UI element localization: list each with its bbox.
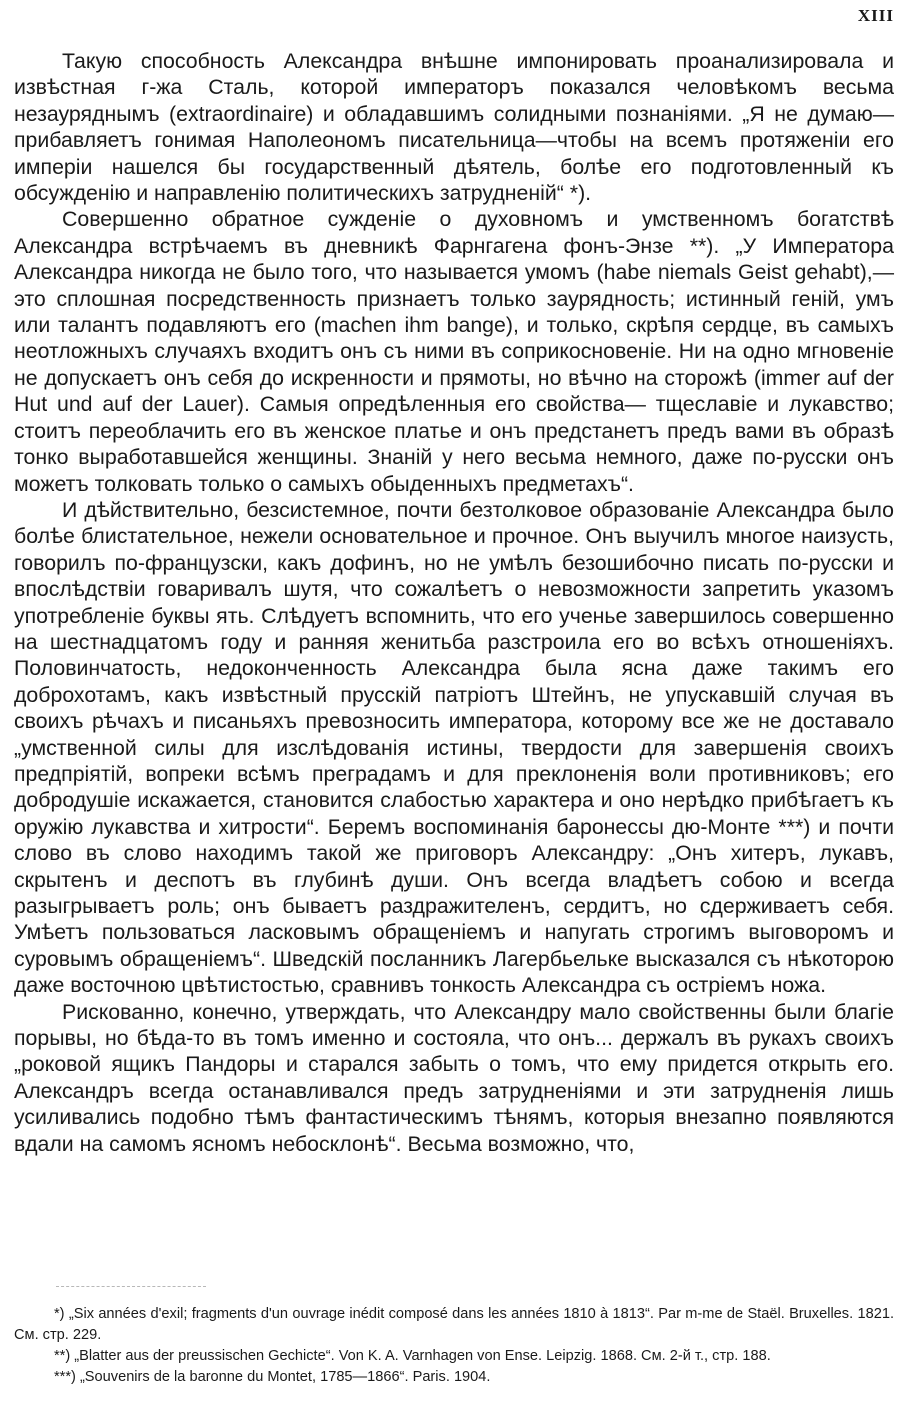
- paragraph-2: Совершенно обратное сужденіе о духовномъ и умственномъ богатствѣ Александра встрѣчаемъ въ дневникѣ Фарнгагена фонъ-Энзе **). „У Императора Александра никогда не было того, что называется умомъ (habe niemals Geist gehabt),—это сплошная посредственность признаетъ только заурядность; истинный геній, умъ или талантъ подавляютъ его (machen ihm bange), и только, скрѣпя сердце, въ самыхъ неотложныхъ случаяхъ входитъ онъ съ ними въ соприкосновеніе. Ни на одно мгновеніе не допускаетъ онъ себя до искренности и прямоты, но вѣчно на сторожѣ (immer auf der Hut und auf der Lauer). Самыя опредѣленныя его свойства— тщеславіе и лукавство; стоитъ переоблачить его въ женское платье и онъ предстанетъ предъ вами въ образѣ тонко выработавшейся женщины. Знаній у него весьма немного, даже по-русски онъ можетъ толковать только о самыхъ обыденныхъ предметахъ“.: [14, 207, 894, 496]
- paragraph-1: Такую способность Александра внѣшне импонировать проанализировала и извѣстная г-жа Сталь, которой императоръ показался человѣкомъ весьма незауряднымъ (extraordinaire) и обладавшимъ солидными познаніями. „Я не думаю— прибавляетъ гонимая Наполеономъ писательница—чтобы на всемъ протяженіи его имперіи нашелся бы государственный дѣятель, болѣе его подготовленный къ обсужденію и направленію политическихъ затрудненій“ *).: [14, 49, 894, 206]
- paragraph-3: И дѣйствительно, безсистемное, почти безтолковое образованіе Александра было болѣе блистательное, нежели основательное и прочное. Онъ выучилъ многое наизусть, говорилъ по-французски, какъ дофинъ, но не умѣлъ безошибочно писать по-русски и впослѣдствіи говаривалъ шутя, что сожалѣетъ о невозможности запретить указомъ употребленіе буквы ять. Слѣдуетъ вспомнить, что его ученье завершилось совершенно на шестнадцатомъ году и ранняя женитьба разстроила его во всѣхъ отношеніяхъ. Половинчатость, недоконченность Александра была ясна даже такимъ его доброхотамъ, какъ извѣстный прусскій патріотъ Штейнъ, не упускавшій случая въ своихъ рѣчахъ и писаньяхъ превозносить императора, которому все же не доставало „умственной силы для изслѣдованія истины, твердости для завершенія своихъ предпріятій, вопреки всѣмъ преградамъ и для преклоненія воли противниковъ; его добродушіе искажается, становится слабостью характера и оно нерѣдко прибѣгаетъ къ оружію лукавства и хитрости“. Беремъ воспоминанія баронессы дю-Монте ***) и почти слово въ слово находимъ такой же приговоръ Александру: „Онъ хитеръ, лукавъ, скрытенъ и деспотъ въ глубинѣ души. Онъ всегда владѣетъ собою и всегда разыгрываетъ роль; онъ бываетъ раздражителенъ, сердитъ, но сдерживаетъ себя. Умѣетъ пользоваться ласковымъ обращеніемъ и напугать строгимъ выговоромъ и суровымъ обращеніемъ“. Шведскій посланникъ Лагербьелькe высказался съ нѣкоторою даже восточною цвѣтистостью, сравнивъ тонкость Александра съ остріемъ ножа.: [14, 497, 894, 998]
- footnote-separator: [56, 1286, 206, 1288]
- footnote-1: *) „Six années d'exil; fragments d'un ouvrage inédit composé dans les années 1810 à 1813“. Par m-me de Staël. Bruxelles. 1821. См. стр. 229.: [14, 1306, 894, 1343]
- footnote-3: ***) „Souvenirs de la baronne du Montet, 1785—1866“. Paris. 1904.: [54, 1369, 491, 1385]
- page-number: XIII: [857, 6, 894, 25]
- body-text: [14, 48, 894, 1157]
- footnote-2: **) „Blatter aus der preussischen Gechicte“. Von K. A. Varnhagen von Ense. Leipzig. 1868. См. 2-й т., стр. 188.: [54, 1348, 771, 1364]
- paragraph-4: Рискованно, конечно, утверждать, что Александру мало свойственны были благіе порывы, но бѣда-то въ томъ именно и состояла, что онъ... держалъ въ рукахъ своихъ „роковой ящикъ Пандоры и старался забыть о томъ, что ему придется открыть его. Александръ всегда останавливался предъ затрудненіями и эти затрудненія лишь усиливались подобно тѣмъ фантастическимъ тѣнямъ, которыя внезапно появляются вдали на самомъ ясномъ небосклонѣ“. Весьма возможно, что,: [14, 999, 894, 1156]
- footnotes: [14, 1304, 894, 1388]
